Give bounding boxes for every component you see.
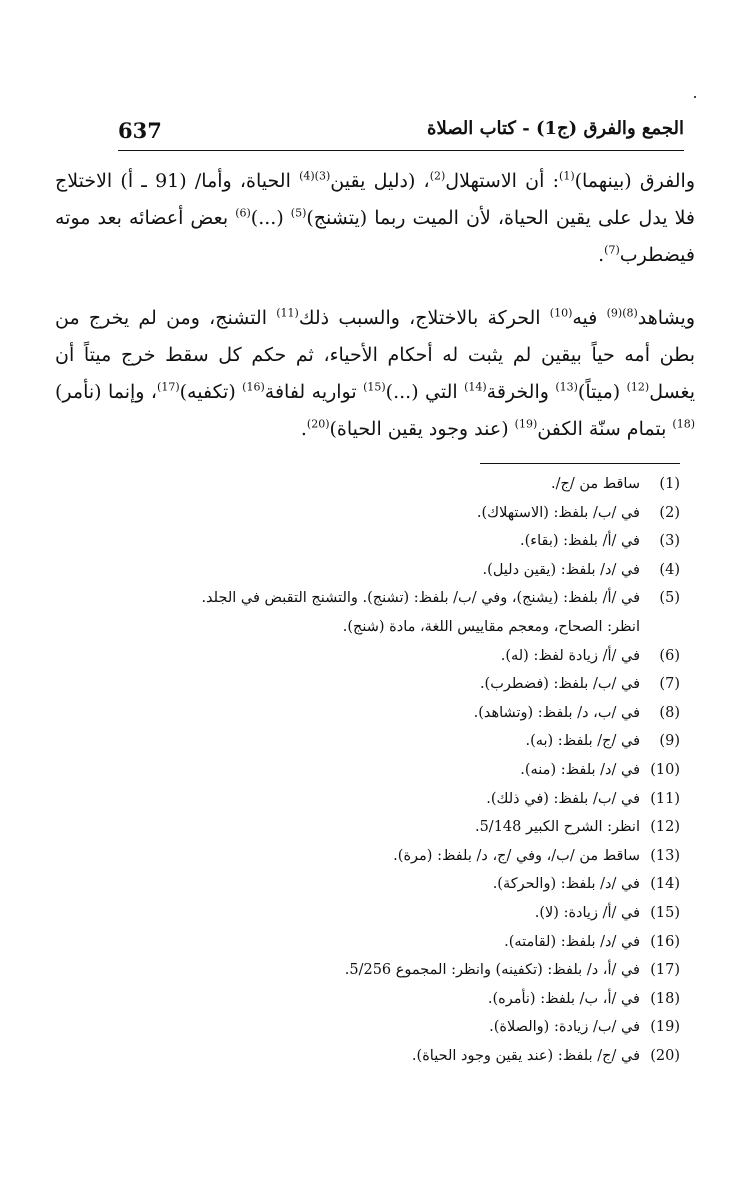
footnote-text: في /ب/ بلفظ: (فضطرب). [479, 676, 640, 693]
footnote-number: (13) [650, 847, 680, 864]
footnote-text: في /أ/ بلفظ: (يشنج)، وفي /ب/ بلفظ: (تشنج). والتشنج التقبض في الجلد. [201, 590, 640, 607]
text-segment: فيه [572, 307, 607, 329]
footnote-ref: (2) [429, 169, 446, 183]
footnote-continuation: انظر: الصحاح، ومعجم مقاييس اللغة، مادة (شنج). [342, 618, 640, 635]
text-segment: . [598, 244, 605, 266]
text-segment: (عند وجود يقين الحياة) [329, 418, 515, 440]
footnote-text: ساقط من /ج/. [550, 476, 640, 492]
footnote-number: (10) [650, 761, 680, 778]
footnote [60, 1042, 680, 1071]
footnote-ref: (7) [604, 243, 620, 257]
footnotes-list [60, 470, 680, 1070]
text-segment: التي (...) [385, 381, 465, 403]
footnote [60, 928, 680, 957]
footnote-number: (19) [650, 1019, 680, 1036]
footnote-text: في /أ/ زيادة لفظ: (له). [500, 647, 640, 664]
footnote-text: في /ج/ بلفظ: (به). [525, 733, 640, 750]
footnote [60, 642, 680, 671]
footnote [60, 899, 680, 928]
header-rule [118, 150, 684, 151]
text-segment: ويشاهد [637, 307, 695, 329]
footnote-number: (7) [659, 676, 680, 693]
text-segment: ، وإنما (نأمر) [55, 381, 158, 403]
footnote [60, 470, 680, 499]
footnote-number: (15) [650, 904, 680, 921]
footnote [60, 727, 680, 756]
footnote-ref: (10) [549, 306, 573, 320]
footnote [60, 527, 680, 556]
footnote [60, 985, 680, 1014]
text-segment: (...) [250, 207, 291, 229]
footnote-text: ساقط من /ب/، وفي /ج، د/ بلفظ: (مرة). [393, 847, 640, 864]
text-segment: بتمام سنّة الكفن [537, 418, 673, 440]
footnote [60, 813, 680, 842]
footnote-number: (2) [659, 504, 680, 521]
footnote-number: (16) [650, 933, 680, 950]
footnote-text: انظر: الشرح الكبير 5/148. [474, 819, 640, 836]
footnote-text: في /د/ بلفظ: (يقين دليل). [482, 561, 640, 578]
text-segment: . [300, 418, 307, 440]
footnote-ref: (20) [306, 417, 330, 431]
footnote-text: في /أ، د/ بلفظ: (تكفينه) وانظر: المجموع 5/256. [344, 962, 640, 979]
footnote-number: (20) [650, 1047, 680, 1064]
footnote [60, 1013, 680, 1042]
footnote-number: (3) [659, 533, 680, 550]
footnote-text: في /د/ بلفظ: (والحركة). [492, 876, 640, 893]
footnote [60, 870, 680, 899]
footnote-text: في /د/ بلفظ: (لقامته). [504, 933, 640, 950]
page-header [118, 116, 684, 150]
text-segment: ، (دليل يقين [330, 170, 430, 192]
footnote-ref: (6) [235, 206, 251, 220]
text-segment: تواريه لفافة [264, 381, 364, 403]
footnote-ref: (19) [514, 417, 538, 431]
footnote-text: في /د/ بلفظ: (منه). [520, 761, 640, 778]
text-segment: الحياة، وأما/ (91 ـ أ) الاختلاج فلا يدل على يقين الحياة، لأن الميت ربما (يتشنج) [55, 170, 696, 229]
footnote-text: في /ب/ زيادة: (والصلاة). [489, 1019, 640, 1036]
footnote-text: في /أ، ب/ بلفظ: (نأمره). [487, 990, 640, 1007]
footnote-number: (17) [650, 962, 680, 979]
footnote [60, 756, 680, 785]
footnote-ref: (17) [157, 380, 180, 394]
footnote-number: (12) [650, 819, 680, 836]
footnote-ref: (13) [555, 380, 578, 394]
footnote-number: (8) [659, 704, 680, 721]
text-segment: : أن الاستهلال [445, 170, 560, 192]
footnote [60, 699, 680, 728]
running-title: الجمع والفرق (ج1) - كتاب الصلاة [427, 118, 684, 139]
footnote-number: (4) [659, 561, 680, 578]
footnote-ref: (1) [559, 169, 575, 183]
footnote-text: في /ب/ بلفظ: (في ذلك). [486, 790, 640, 807]
footnote-ref: (4) [299, 169, 315, 183]
footnote-ref: (9) [606, 306, 623, 320]
footnote-ref: (11) [276, 306, 299, 320]
footnote-ref: (16) [242, 380, 265, 394]
footnote [60, 499, 680, 528]
footnote-text: في /ب، د/ بلفظ: (وتشاهد). [473, 704, 640, 721]
footnote-number: (11) [650, 790, 680, 807]
footnote [60, 556, 680, 585]
footnote [60, 785, 680, 814]
footnote-ref: (14) [464, 380, 487, 394]
footnote-ref: (12) [626, 380, 650, 394]
text-segment: والخرقة [486, 381, 556, 403]
footnote [60, 956, 680, 985]
footnote-number: (1) [659, 476, 680, 492]
footnote-text: في /ج/ بلفظ: (عند يقين وجود الحياة). [411, 1047, 640, 1064]
text-segment: (تكفيه) [179, 381, 243, 403]
footnote-ref: (18) [672, 417, 695, 431]
footnote-number: (9) [659, 733, 680, 750]
footnote [60, 584, 680, 613]
speck [694, 96, 696, 98]
footnote-text: في /أ/ زيادة: (لا). [534, 904, 640, 921]
footnote-ref: (15) [363, 380, 386, 394]
footnote-number: (5) [659, 590, 680, 607]
footnote-ref: (5) [290, 206, 307, 220]
footnote-number: (18) [650, 990, 680, 1007]
footnote [60, 842, 680, 871]
text-segment: بعض أعضائه بعد موته فيضطرب [55, 207, 695, 266]
text-segment: والفرق (بينهما) [574, 170, 696, 192]
footnote-number: (6) [659, 647, 680, 664]
footnote-number: (14) [650, 876, 680, 893]
page-number: 637 [118, 118, 162, 143]
footnote-separator [480, 463, 680, 464]
text-segment: الحركة بالاختلاج، والسبب ذلك [298, 307, 550, 329]
footnote-ref: (8) [622, 306, 638, 320]
text-segment: (ميتاً) [577, 381, 627, 403]
footnote-text: في /ب/ بلفظ: (الاستهلاك). [476, 504, 640, 521]
footnote-text: في /أ/ بلفظ: (بقاء). [520, 533, 640, 550]
paragraph-1 [55, 163, 695, 274]
text-segment: التشنج، ومن لم يخرج من بطن أمه حياً بيقين لم يثبت له أحكام الأحياء، ثم حكم كل سقط خرج ميتاً أن يغسل [55, 307, 695, 403]
paragraph-2 [55, 300, 695, 448]
footnote-ref: (3) [314, 169, 331, 183]
footnote [60, 670, 680, 699]
